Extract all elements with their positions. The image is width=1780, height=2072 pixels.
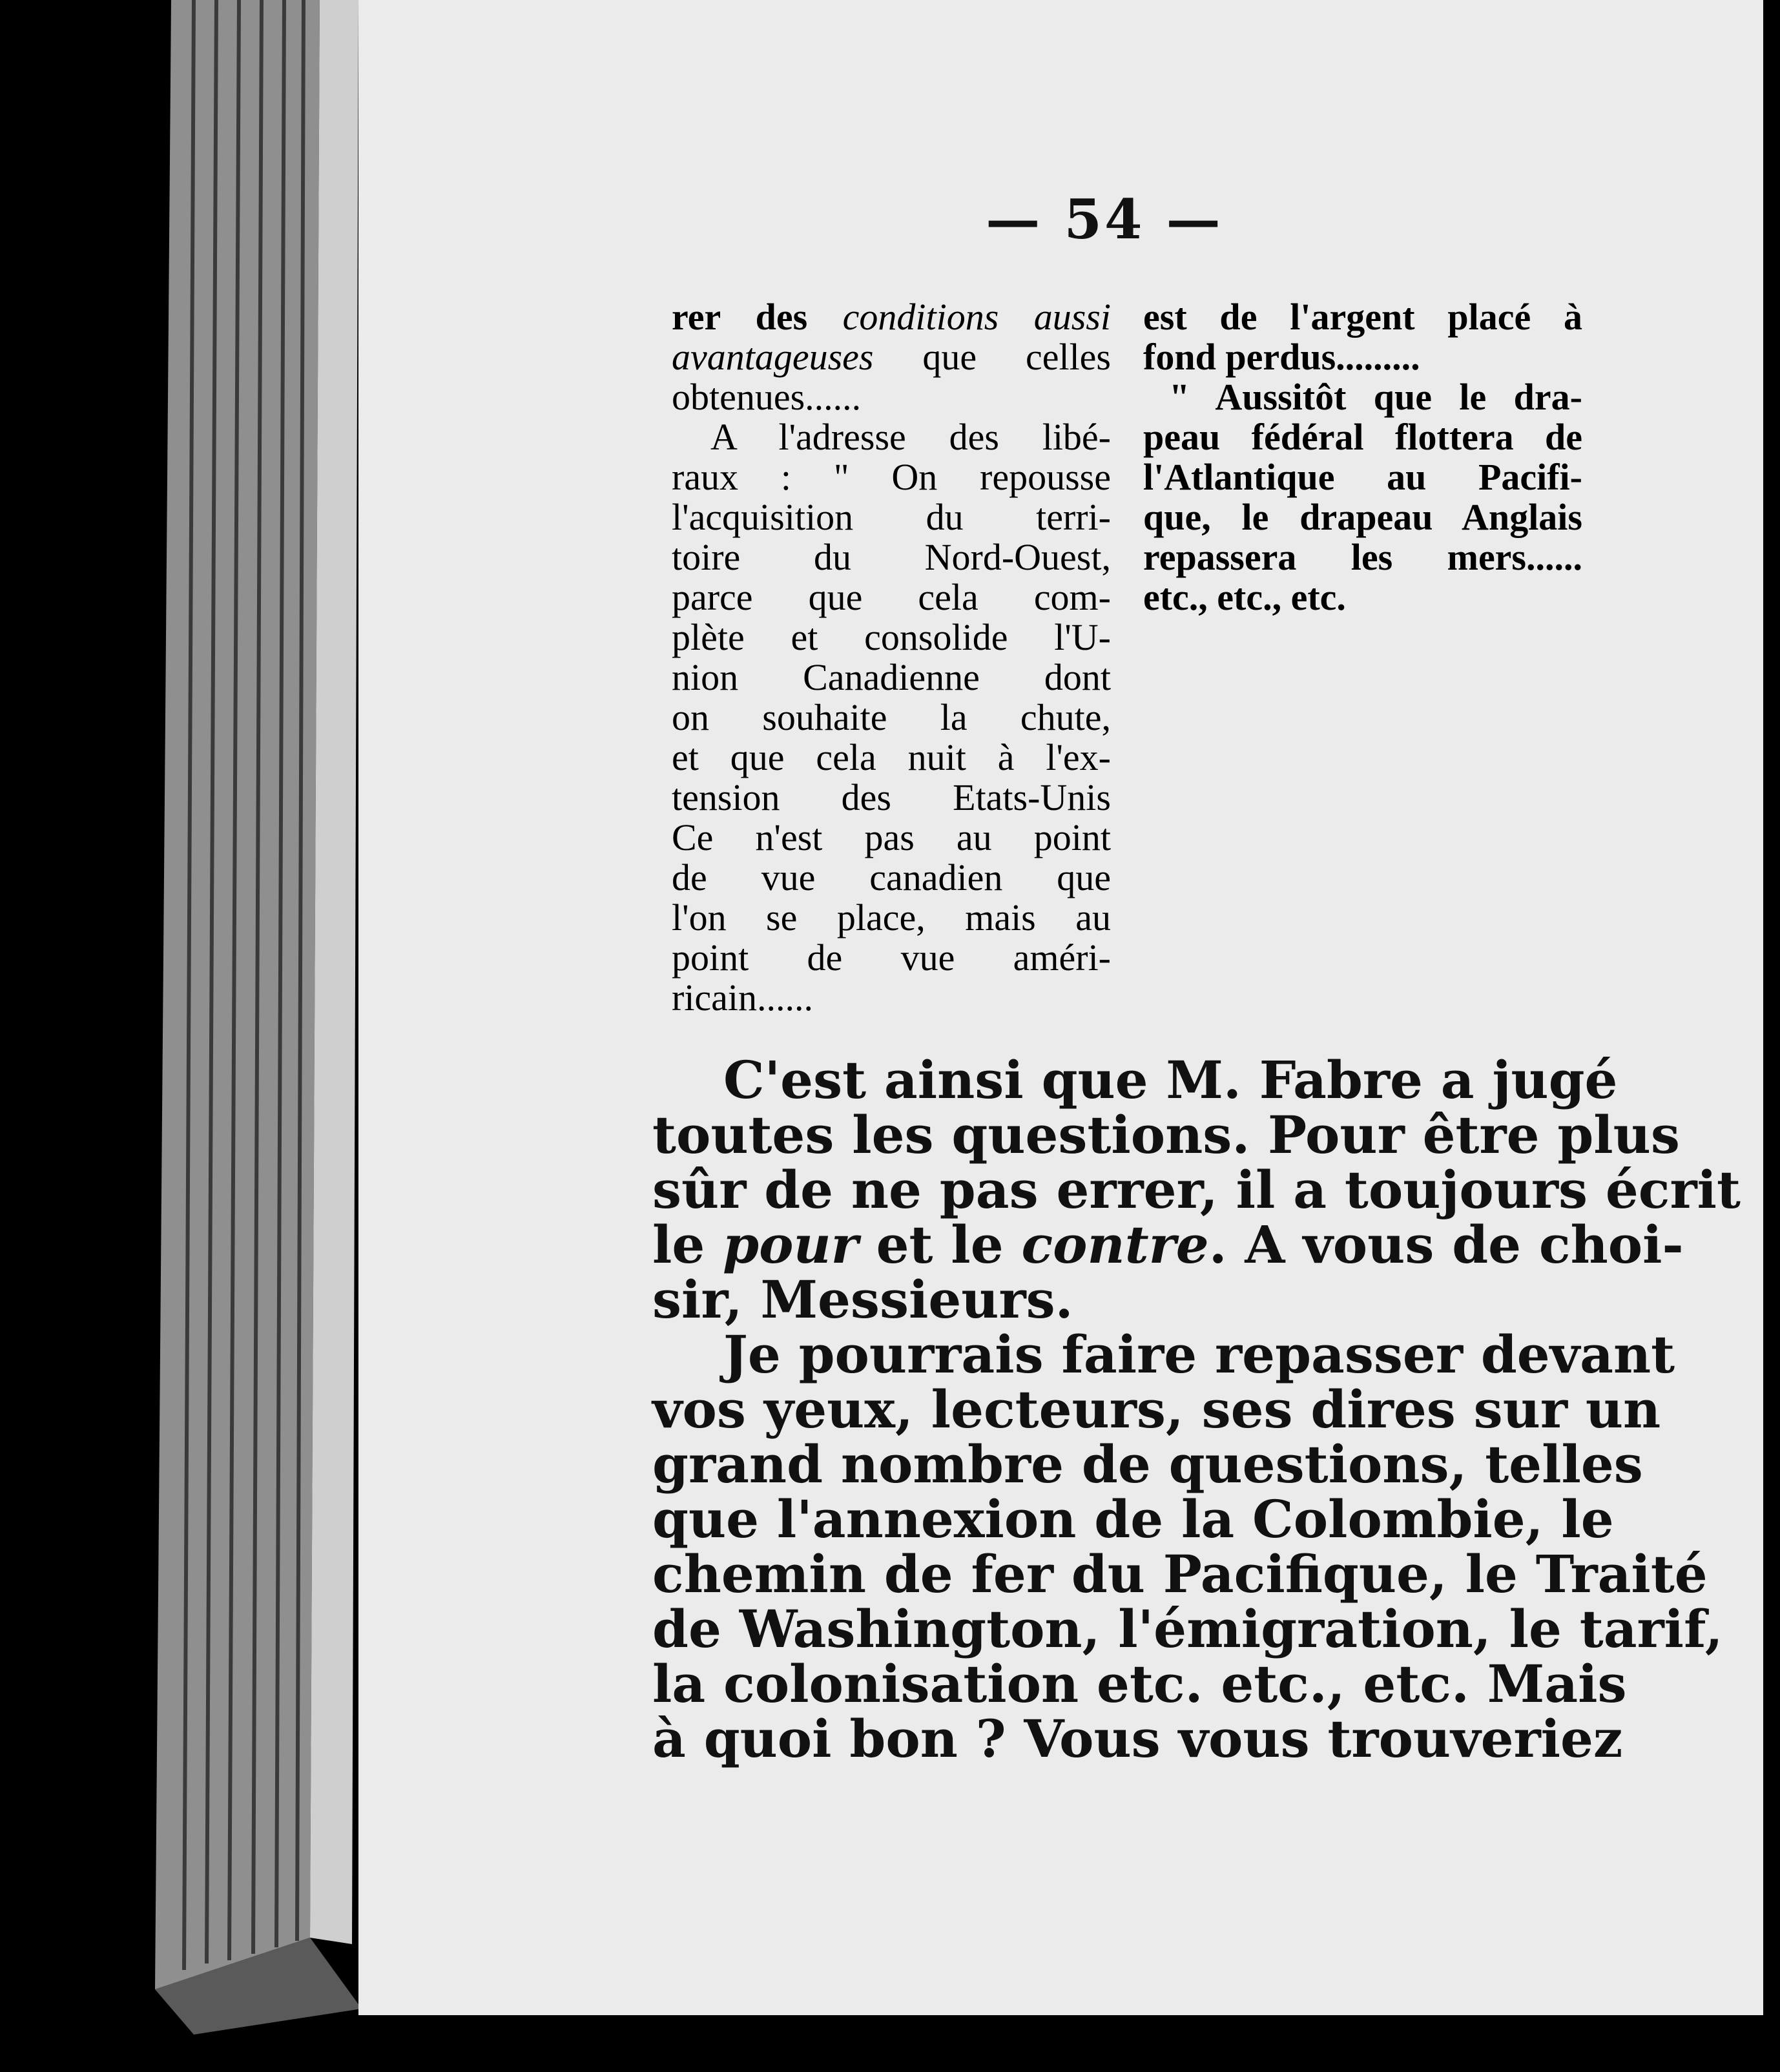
left-column-line: et que cela nuit à l'ex- (672, 736, 1111, 778)
body-line: de Washington, l'émigration, le tarif, (652, 1599, 1723, 1659)
left-column-line: rer des conditions aussi (672, 296, 1111, 338)
body-line: grand nombre de questions, telles (652, 1434, 1643, 1495)
body-line: la colonisation etc. etc., etc. Mais (652, 1653, 1627, 1714)
left-column-line: toire du Nord-Ouest, (672, 536, 1111, 578)
body-line: sir, Messieurs. (652, 1269, 1073, 1330)
body-line: toutes les questions. Pour être plus (652, 1104, 1680, 1165)
right-column-line: fond perdus......... (1143, 336, 1420, 378)
right-column (1143, 297, 1582, 617)
left-column-line: avantageuses que celles (672, 336, 1111, 378)
right-column-line: " Aussitôt que le dra- (1169, 376, 1582, 418)
right-column-line: repassera les mers...... (1143, 536, 1582, 578)
left-column (672, 297, 1111, 1018)
body-line: chemin de fer du Pacifique, le Traité (652, 1544, 1708, 1604)
left-column-line: parce que cela com- (672, 576, 1111, 618)
left-column-line: tension des Etats-Unis (672, 776, 1111, 818)
left-column-line: l'on se place, mais au (672, 896, 1111, 938)
body-paragraphs (652, 1050, 1741, 1769)
body-line: le pour et le contre. A vous de choi- (652, 1214, 1684, 1275)
body-line: vos yeux, lecteurs, ses dires sur un (652, 1379, 1661, 1440)
right-column-line: l'Atlantique au Pacifi- (1143, 456, 1582, 498)
body-line: sûr de ne pas errer, il a toujours écrit (652, 1159, 1741, 1220)
body-line: C'est ainsi que M. Fabre a jugé (723, 1050, 1618, 1110)
left-column-line: A l'adresse des libé- (710, 416, 1111, 458)
left-column-line: ricain...... (672, 977, 814, 1019)
left-column-line: nion Canadienne dont (672, 656, 1111, 698)
right-column-line: etc., etc., etc. (1143, 576, 1346, 618)
right-column-line: est de l'argent placé à (1143, 296, 1582, 338)
left-column-line: l'acquisition du terri- (672, 496, 1111, 538)
page-number: — 54 — (986, 187, 1223, 251)
body-line: Je pourrais faire repasser devant (723, 1324, 1675, 1385)
left-column-line: raux : " On repousse (672, 456, 1111, 498)
left-column-line: obtenues...... (672, 376, 862, 418)
left-column-line: plète et consolide l'U- (672, 616, 1111, 658)
left-column-line: point de vue améri- (672, 937, 1111, 979)
left-column-line: on souhaite la chute, (672, 696, 1111, 738)
body-line: à quoi bon ? Vous vous trouveriez (652, 1708, 1623, 1769)
body-line: que l'annexion de la Colombie, le (652, 1489, 1614, 1549)
right-column-line: que, le drapeau Anglais (1143, 496, 1582, 538)
left-column-line: Ce n'est pas au point (672, 816, 1111, 858)
left-column-line: de vue canadien que (672, 856, 1111, 898)
right-column-line: peau fédéral flottera de (1143, 416, 1582, 458)
